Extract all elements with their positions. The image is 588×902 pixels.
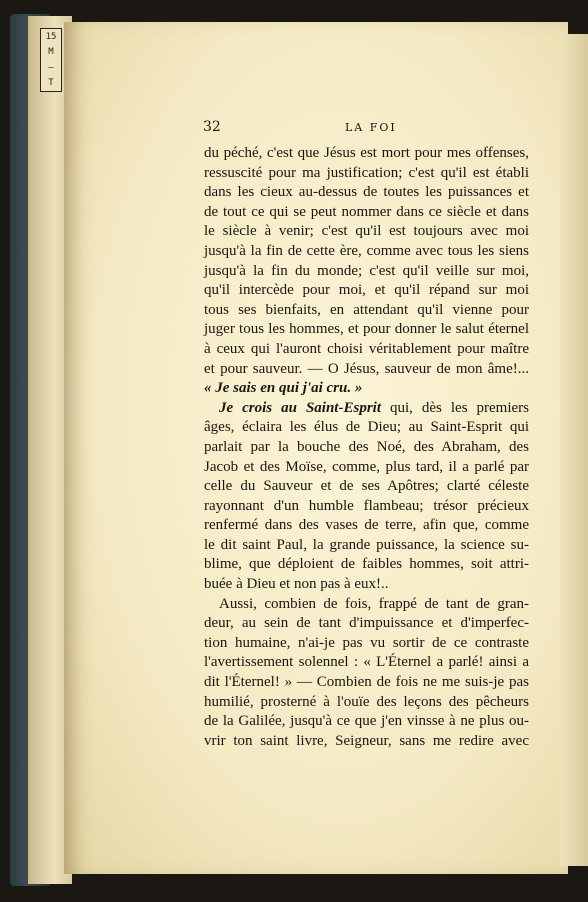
text-line: buée à Dieu et non pas à eux!.. xyxy=(204,576,389,593)
page-header xyxy=(203,119,529,139)
text-line: rayonnant d'un humble flambeau; trésor précieux xyxy=(204,497,529,514)
text-line: de tout ce qui se peut nommer dans ce siècle et dans xyxy=(204,203,529,220)
text-line: à ceux qui l'auront choisi véritablement pour maître xyxy=(204,340,529,357)
text-line: celle du Sauveur et de ses Apôtres; clarté céleste xyxy=(204,478,529,495)
text-line: renfermé dans des vases de terre, afin que, comme xyxy=(204,517,529,534)
text-line: tion humaine, n'ai-je pas vu sortir de ce contraste xyxy=(204,634,529,651)
text-line: âges, éclaira les élus de Dieu; au Saint-Esprit qui xyxy=(204,419,529,436)
text-line: Je crois au Saint-Esprit qui, dès les premiers xyxy=(219,399,529,416)
text-line: blime, que déploient de faibles hommes, soit attri- xyxy=(204,556,529,573)
text-line: parlait par la bouche des Noé, des Abraham, des xyxy=(204,438,529,455)
text-line: et pour sauveur. — O Jésus, sauveur de mon âme!... xyxy=(204,360,529,377)
spine-label-line: M xyxy=(48,47,54,58)
text-line: juger tous les hommes, et pour donner le salut éternel xyxy=(204,321,529,338)
text-line: « Je sais en qui j'ai cru. » xyxy=(204,380,363,397)
text-line: du péché, c'est que Jésus est mort pour mes offenses, xyxy=(204,145,529,161)
running-title: LA FOI xyxy=(345,121,397,134)
text-line: dans les cieux au-dessus de toutes les puissances et xyxy=(204,184,529,201)
text-line: le siècle à venir; c'est qu'il est toujours avec moi xyxy=(204,223,529,240)
text-line: ressuscité pour ma justification; c'est qu'il est établi xyxy=(204,164,529,181)
text-line: vrir ton saint livre, Seigneur, sans me redire avec xyxy=(204,732,529,749)
text-line: jusqu'à la fin du monde; c'est qu'il veille sur moi, xyxy=(204,262,529,279)
text-line: Jacob et des Moïse, comme, plus tard, il a parlé par xyxy=(204,458,529,475)
text-line: Aussi, combien de fois, frappé de tant de gran- xyxy=(219,595,529,612)
text-line: humilié, prosterné à l'ouïe des leçons des pêcheurs xyxy=(204,693,529,710)
spine-label-line: – xyxy=(48,62,54,73)
body-text xyxy=(204,144,529,751)
text-line: l'avertissement solennel : « L'Éternel a parlé! ainsi a xyxy=(204,654,529,671)
text-line: jusqu'à la fin de cette ère, comme avec tous les siens xyxy=(204,242,529,259)
page-number: 32 xyxy=(203,119,221,135)
spine-label-line: 15 xyxy=(45,31,57,42)
text-line: qu'il intercède pour moi, et qu'il répand sur moi xyxy=(204,282,529,299)
spine-label xyxy=(40,28,62,92)
spine-label-line: T xyxy=(48,78,54,89)
facing-page-edge xyxy=(560,34,588,866)
text-line: tous ses bienfaits, en attendant qu'il vienne pour xyxy=(204,301,529,318)
text-line: le dit saint Paul, la grande puissance, la science su- xyxy=(204,536,529,553)
text-line: de la Galilée, jusqu'à ce que j'en vinsse à ne plus ou- xyxy=(204,713,529,730)
text-line: deur, au sein de tant d'impuissance et d'imperfec- xyxy=(204,615,529,632)
text-line: dit l'Éternel! » — Combien de fois ne me suis-je pas xyxy=(204,674,529,691)
